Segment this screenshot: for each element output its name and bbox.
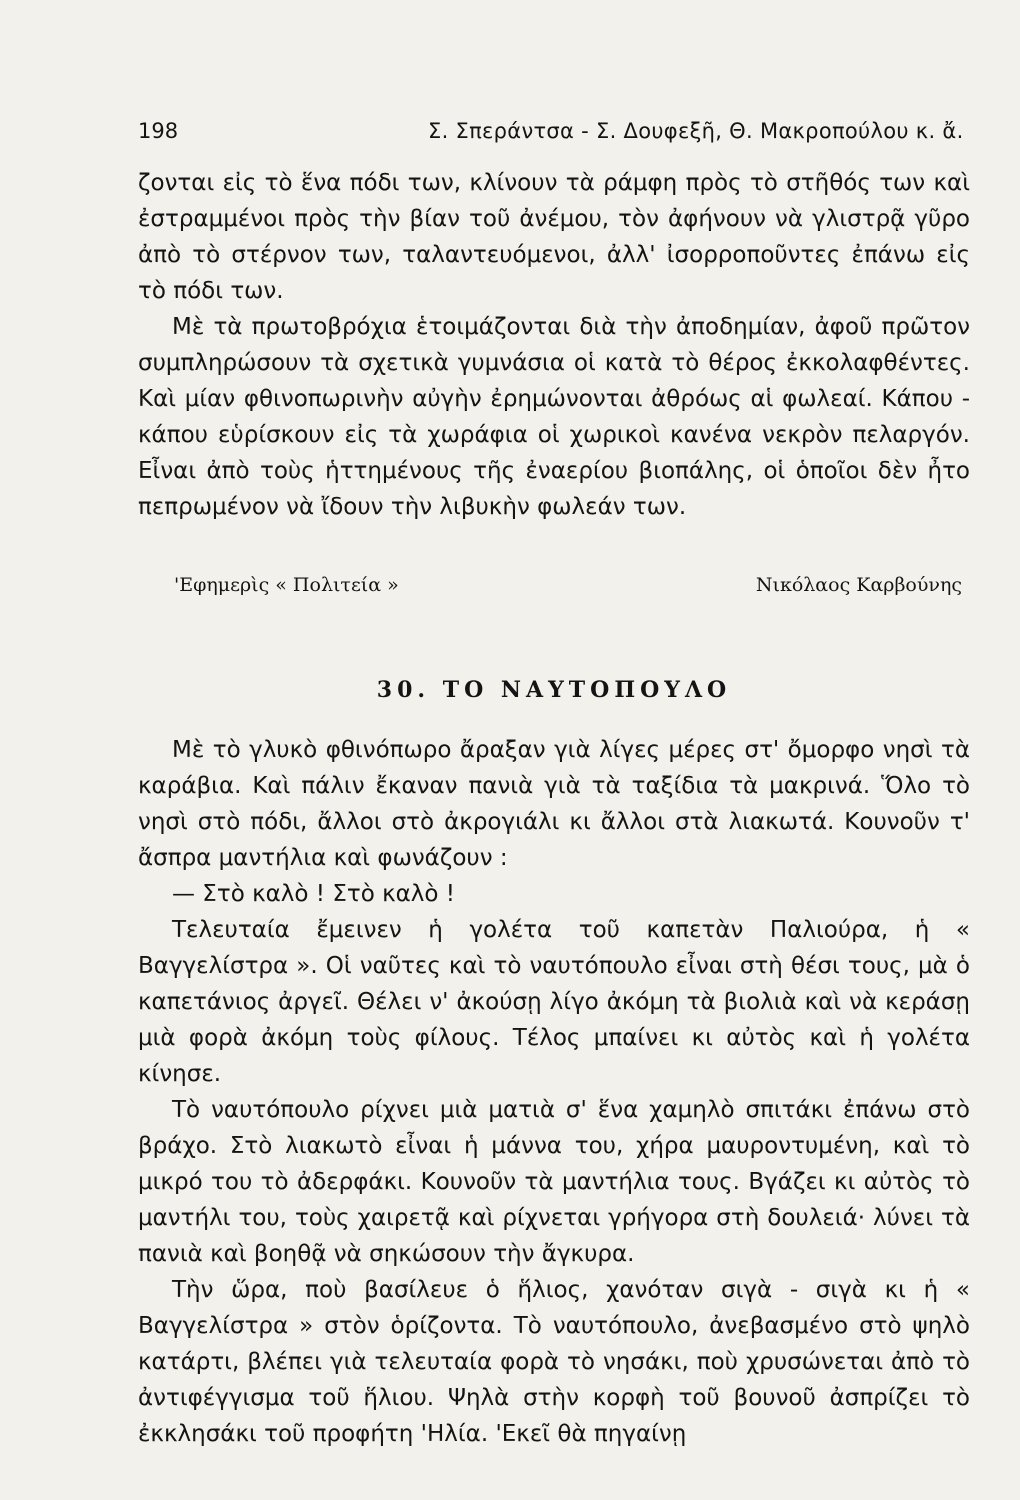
dialogue-line: — Στὸ καλὸ ! Στὸ καλὸ ! (172, 881, 456, 907)
paragraph: Τελευταία ἔμεινεν ἡ γολέτα τοῦ καπετὰν Παλιούρα, ἡ « Βαγγελίστρα ». Οἱ ναῦτες καὶ τὸ ναυτόπουλο εἶναι στὴ θέσι τους, μὰ ὁ καπετάνιος ἀργεῖ. Θέλει ν' ἀκούσῃ λίγο ἀκόμη τὰ βιολιὰ καὶ νὰ κεράσῃ μιὰ φορὰ ἀκόμη τοὺς φίλους. Τέλος μπαίνει κι αὐτὸς καὶ ἡ γολέτα κίνησε. (138, 917, 970, 1087)
source-author: Νικόλαος Καρβούνης (755, 574, 962, 596)
page-number: 198 (138, 119, 179, 143)
article-continuation (138, 165, 970, 525)
paragraph: Μὲ τὸ γλυκὸ φθινόπωρο ἄραξαν γιὰ λίγες μέρες στ' ὄμορφο νησὶ τὰ καράβια. Καὶ πάλιν ἔκαναν πανιὰ γιὰ τὰ ταξίδια τὰ μακρινά. Ὅλο τὸ νησὶ στὸ πόδι, ἄλλοι στὸ ἀκρογιάλι κι ἄλλοι στὰ λιακωτά. Κουνοῦν τ' ἄσπρα μαντήλια καὶ φωνάζουν : (138, 737, 970, 871)
paragraph: ζονται εἰς τὸ ἕνα πόδι των, κλίνουν τὰ ράμφη πρὸς τὸ στῆθός των καὶ ἐστραμμένοι πρὸς τὴν βίαν τοῦ ἀνέμου, τὸν ἀφήνουν νὰ γλιστρᾷ γῦρο ἀπὸ τὸ στέρνον των, ταλαντευόμενοι, ἀλλ' ἰσορροποῦντες ἐπάνω εἰς τὸ πόδι των. (138, 170, 970, 304)
paragraph: Τὴν ὥρα, ποὺ βασίλευε ὁ ἥλιος, χανόταν σιγὰ - σιγὰ κι ἡ « Βαγγελίστρα » στὸν ὁρίζοντα. Τὸ ναυτόπουλο, ἀνεβασμένο στὸ ψηλὸ κατάρτι, βλέπει γιὰ τελευταία φορὰ τὸ νησάκι, ποὺ χρυσώνεται ἀπὸ τὸ ἀντιφέγγισμα τοῦ ἥλιου. Ψηλὰ στὴν κορφὴ τοῦ βουνοῦ ἀσπρίζει τὸ ἐκκλησάκι τοῦ προφήτη 'Ηλία. 'Εκεῖ θὰ πηγαίνῃ (138, 1277, 970, 1447)
chapter-body (138, 732, 970, 1452)
paragraph: Τὸ ναυτόπουλο ρίχνει μιὰ ματιὰ σ' ἕνα χαμηλὸ σπιτάκι ἐπάνω στὸ βράχο. Στὸ λιακωτὸ εἶναι ἡ μάννα του, χήρα μαυροντυμένη, καὶ τὸ μικρό του τὸ ἀδερφάκι. Κουνοῦν τὰ μαντήλια τους. Βγάζει κι αὐτὸς τὸ μαντήλι του, τοὺς χαιρετᾷ καὶ ρίχνεται γρήγορα στὴ δουλειά· λύνει τὰ πανιὰ καὶ βοηθᾷ νὰ σηκώσουν τὴν ἄγκυρα. (138, 1097, 970, 1267)
source-publication: 'Εφημερὶς « Πολιτεία » (174, 574, 399, 596)
running-title: Σ. Σπεράντσα - Σ. Δουφεξῆ, Θ. Μακροπούλου κ. ἄ. (428, 119, 964, 143)
chapter-title: 30. ΤΟ ΝΑΥΤΟΠΟΥΛΟ (376, 677, 732, 703)
paragraph: Μὲ τὰ πρωτοβρόχια ἑτοιμάζονται διὰ τὴν ἀποδημίαν, ἀφοῦ πρῶτον συμπληρώσουν τὰ σχετικὰ γυμνάσια οἱ κατὰ τὸ θέρος ἐκκολαφθέντες. Καὶ μίαν φθινοπωρινὴν αὐγὴν ἐρημώνονται ἀθρόως αἱ φωλεαί. Κάπου - κάπου εὑρίσκουν εἰς τὰ χωράφια οἱ χωρικοὶ κανένα νεκρὸν πελαργόν. Εἶναι ἀπὸ τοὺς ἡττημένους τῆς ἐναερίου βιοπάλης, οἱ ὁποῖοι δὲν ἦτο πεπρωμένον νὰ ἴδουν τὴν λιβυκὴν φωλεάν των. (138, 314, 970, 520)
